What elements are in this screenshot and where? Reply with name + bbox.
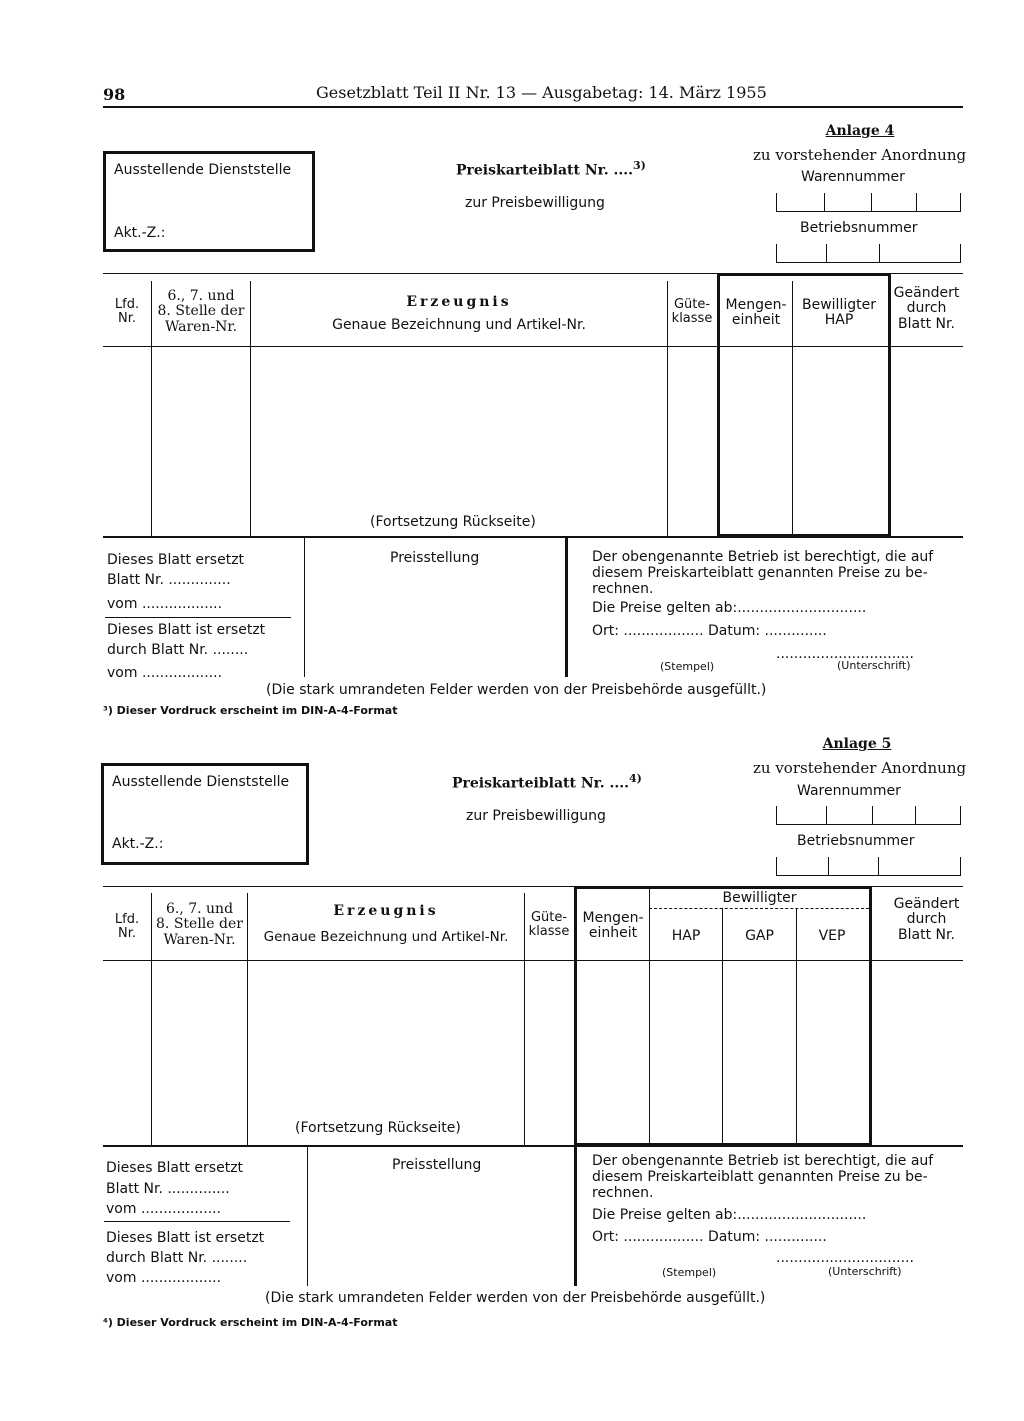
preiskarteiblatt-title: Preiskarteiblatt Nr. ....$^{3)}$: [456, 159, 646, 179]
col-mengen: Mengen- einheit: [725, 297, 787, 329]
anlage-label: Anlage 4: [825, 123, 895, 139]
col-guete: Güte- klasse: [528, 910, 570, 940]
warennummer-label: Warennummer: [797, 783, 901, 799]
col-gap: GAP: [745, 928, 774, 944]
ersetzt-durch-label: Dieses Blatt ist ersetzt: [106, 1230, 265, 1246]
unterschrift-label: (Unterschrift): [837, 659, 911, 672]
ersetzt-durch-vom-field[interactable]: vom ..................: [107, 665, 223, 681]
ersetzt-durch-vom-field[interactable]: vom ..................: [106, 1270, 222, 1286]
col-erzeugnis-sub: Genaue Bezeichnung und Artikel-Nr.: [332, 317, 586, 333]
col-lfd: Lfd. Nr.: [114, 912, 140, 942]
footnote: ⁴) Dieser Vordruck erscheint im DIN-A-4-Format: [103, 1316, 398, 1329]
col-geaendert: Geändert durch Blatt Nr.: [893, 896, 960, 943]
betriebsnummer-label: Betriebsnummer: [800, 220, 918, 236]
berechtigt-line-3: rechnen.: [592, 581, 654, 597]
fortsetzung-note: (Fortsetzung Rückseite): [295, 1120, 461, 1136]
col-stelle: 6., 7. und 8. Stelle der Waren-Nr.: [156, 901, 243, 948]
anlage-subtitle: zu vorstehender Anordnung: [753, 146, 967, 164]
ersetzt-blatt-field[interactable]: Blatt Nr. ..............: [106, 1181, 230, 1197]
preisbehoerde-note: (Die stark umrandeten Felder werden von der Preisbehörde ausgefüllt.): [266, 682, 767, 698]
signature-dots[interactable]: ...............................: [776, 646, 914, 662]
ersetzt-label: Dieses Blatt ersetzt: [106, 1160, 244, 1176]
dienststelle-label: Ausstellende Dienststelle: [114, 162, 292, 178]
fortsetzung-note: (Fortsetzung Rückseite): [370, 514, 536, 530]
berechtigt-line-1: Der obengenannte Betrieb ist berechtigt, die auf: [592, 549, 934, 565]
ersetzt-vom-field[interactable]: vom ..................: [107, 596, 223, 612]
footnote: ³) Dieser Vordruck erscheint im DIN-A-4-Format: [103, 704, 398, 717]
col-hap: HAP: [671, 928, 701, 944]
col-bewilligt: Bewilligter HAP: [802, 297, 876, 329]
col-bewilligter: Bewilligter: [722, 890, 797, 906]
col-lfd: Lfd. Nr.: [114, 297, 140, 327]
preisbewilligung-subtitle: zur Preisbewilligung: [465, 195, 605, 211]
signature-dots[interactable]: ...............................: [776, 1250, 914, 1266]
dienststelle-label: Ausstellende Dienststelle: [112, 774, 290, 790]
berechtigt-line-1: Der obengenannte Betrieb ist berechtigt, die auf: [592, 1153, 934, 1169]
berechtigt-line-2: diesem Preiskarteiblatt genannten Preise zu be-: [592, 565, 928, 581]
col-stelle: 6., 7. und 8. Stelle der Waren-Nr.: [157, 288, 245, 335]
ort-datum-field[interactable]: Ort: .................. Datum: ..............: [592, 1229, 827, 1245]
col-erzeugnis-sub: Genaue Bezeichnung und Artikel-Nr.: [263, 929, 509, 945]
header-rule: [103, 106, 963, 108]
col-geaendert: Geändert durch Blatt Nr.: [893, 285, 960, 332]
ersetzt-durch-field[interactable]: durch Blatt Nr. ........: [107, 642, 249, 658]
col-erzeugnis: Erzeugnis: [333, 903, 439, 919]
col-vep: VEP: [818, 928, 846, 944]
page-number: 98: [103, 85, 126, 104]
preisstellung-label: Preisstellung: [390, 550, 480, 566]
unterschrift-label: (Unterschrift): [828, 1265, 902, 1278]
warennummer-field[interactable]: [776, 193, 961, 212]
gelten-ab-field[interactable]: Die Preise gelten ab:.............................: [592, 600, 867, 616]
col-erzeugnis: Erzeugnis: [406, 294, 512, 310]
stempel-label: (Stempel): [662, 1266, 717, 1279]
ort-datum-field[interactable]: Ort: .................. Datum: ..............: [592, 623, 827, 639]
page-header-title: Gesetzblatt Teil II Nr. 13 — Ausgabetag: 14. März 1955: [316, 83, 767, 102]
betriebsnummer-field[interactable]: [776, 857, 961, 876]
preiskarteiblatt-title: Preiskarteiblatt Nr. ....$^{4)}$: [452, 772, 642, 792]
akt-label: Akt.-Z.:: [112, 836, 164, 852]
betriebsnummer-field[interactable]: [776, 244, 961, 263]
gelten-ab-field[interactable]: Die Preise gelten ab:.............................: [592, 1207, 867, 1223]
warennummer-label: Warennummer: [801, 169, 905, 185]
ersetzt-blatt-field[interactable]: Blatt Nr. ..............: [107, 572, 231, 588]
stempel-label: (Stempel): [660, 660, 715, 673]
berechtigt-line-3: rechnen.: [592, 1185, 654, 1201]
berechtigt-line-2: diesem Preiskarteiblatt genannten Preise zu be-: [592, 1169, 928, 1185]
col-guete: Güte- klasse: [671, 297, 713, 327]
betriebsnummer-label: Betriebsnummer: [797, 833, 915, 849]
ersetzt-vom-field[interactable]: vom ..................: [106, 1201, 222, 1217]
anlage-subtitle: zu vorstehender Anordnung: [753, 759, 967, 777]
preisbehoerde-note: (Die stark umrandeten Felder werden von der Preisbehörde ausgefüllt.): [265, 1290, 766, 1306]
preisbewilligung-subtitle: zur Preisbewilligung: [466, 808, 606, 824]
ersetzt-durch-label: Dieses Blatt ist ersetzt: [107, 622, 266, 638]
akt-label: Akt.-Z.:: [114, 225, 166, 241]
warennummer-field[interactable]: [776, 806, 961, 825]
ersetzt-label: Dieses Blatt ersetzt: [107, 552, 245, 568]
col-mengen: Mengen- einheit: [582, 910, 644, 942]
preisstellung-label: Preisstellung: [392, 1157, 482, 1173]
ersetzt-durch-field[interactable]: durch Blatt Nr. ........: [106, 1250, 248, 1266]
anlage-label: Anlage 5: [822, 736, 892, 752]
